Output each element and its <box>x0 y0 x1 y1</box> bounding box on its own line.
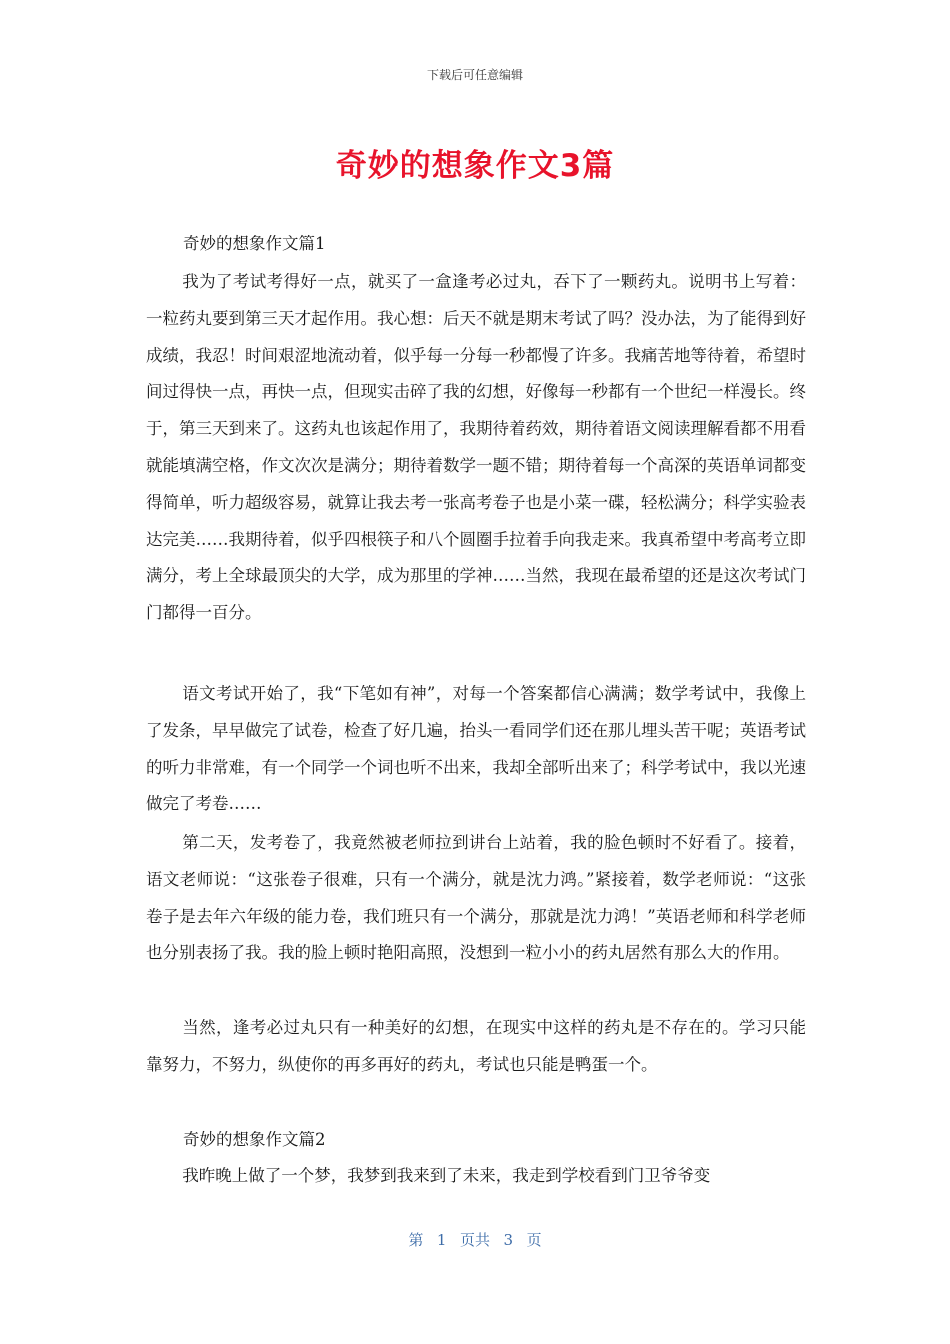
paragraph-2-1: 我昨晚上做了一个梦，我梦到我来到了未来，我走到学校看到门卫爷爷变 <box>182 1166 711 1185</box>
paragraph-1-4: 当然，逢考必过丸只有一种美好的幻想，在现实中这样的药丸是不存在的。学习只能靠努力，不努力，纵使你的再多再好的药丸，考试也只能是鸭蛋一个。 <box>146 1018 806 1074</box>
section-heading-2: 奇妙的想象作文篇2 <box>183 1130 326 1149</box>
paragraph-1-3: 第二天，发考卷了，我竟然被老师拉到讲台上站着，我的脸色顿时不好看了。接着，语文老师说：“这张卷子很难，只有一个满分，就是沈力鸿。”紧接着，数学老师说：“这张卷子是去年六年级的能力卷，我们班只有一个满分，那就是沈力鸿！”英语老师和科学老师也分别表扬了我。我的脸上顿时艳阳高照，没想到一粒小小的药丸居然有那么大的作用。 <box>146 833 806 963</box>
section-heading-1: 奇妙的想象作文篇1 <box>183 234 326 253</box>
page-number-footer: 第 1 页共 3 页 <box>408 1231 542 1249</box>
header-note: 下载后可任意编辑 <box>426 68 523 82</box>
paragraph-1-1: 我为了考试考得好一点，就买了一盒逢考必过丸，吞下了一颗药丸。说明书上写着：一粒药丸要到第三天才起作用。我心想：后天不就是期末考试了吗？没办法，为了能得到好成绩，我忍！时间艰涩地流动着，似乎每一分每一秒都慢了许多。我痛苦地等待着，希望时间过得快一点，再快一点，但现实击碎了我的幻想，好像每一秒都有一个世纪一样漫长。终于，第三天到来了。这药丸也该起作用了，我期待着药效，期待着语文阅读理解看都不用看就能填满空格，作文次次是满分；期待着数学一题不错；期待着每一个高深的英语单词都变得简单，听力超级容易，就算让我去考一张高考卷子也是小菜一碟，轻松满分；科学实验表达完美……我期待着，似乎四根筷子和八个圆圈手拉着手向我走来。我真希望中考高考立即满分，考上全球最顶尖的大学，成为那里的学神……当然，我现在最希望的还是这次考试门门都得一百分。 <box>146 272 806 623</box>
document-title: 奇妙的想象作文3篇 <box>335 148 615 184</box>
paragraph-1-2: 语文考试开始了，我“下笔如有神”，对每一个答案都信心满满；数学考试中，我像上了发条，早早做完了试卷，检查了好几遍，抬头一看同学们还在那儿埋头苦干呢；英语考试的听力非常难，有一个同学一个词也听不出来，我却全部听出来了；科学考试中，我以光速做完了考卷…… <box>146 684 806 814</box>
